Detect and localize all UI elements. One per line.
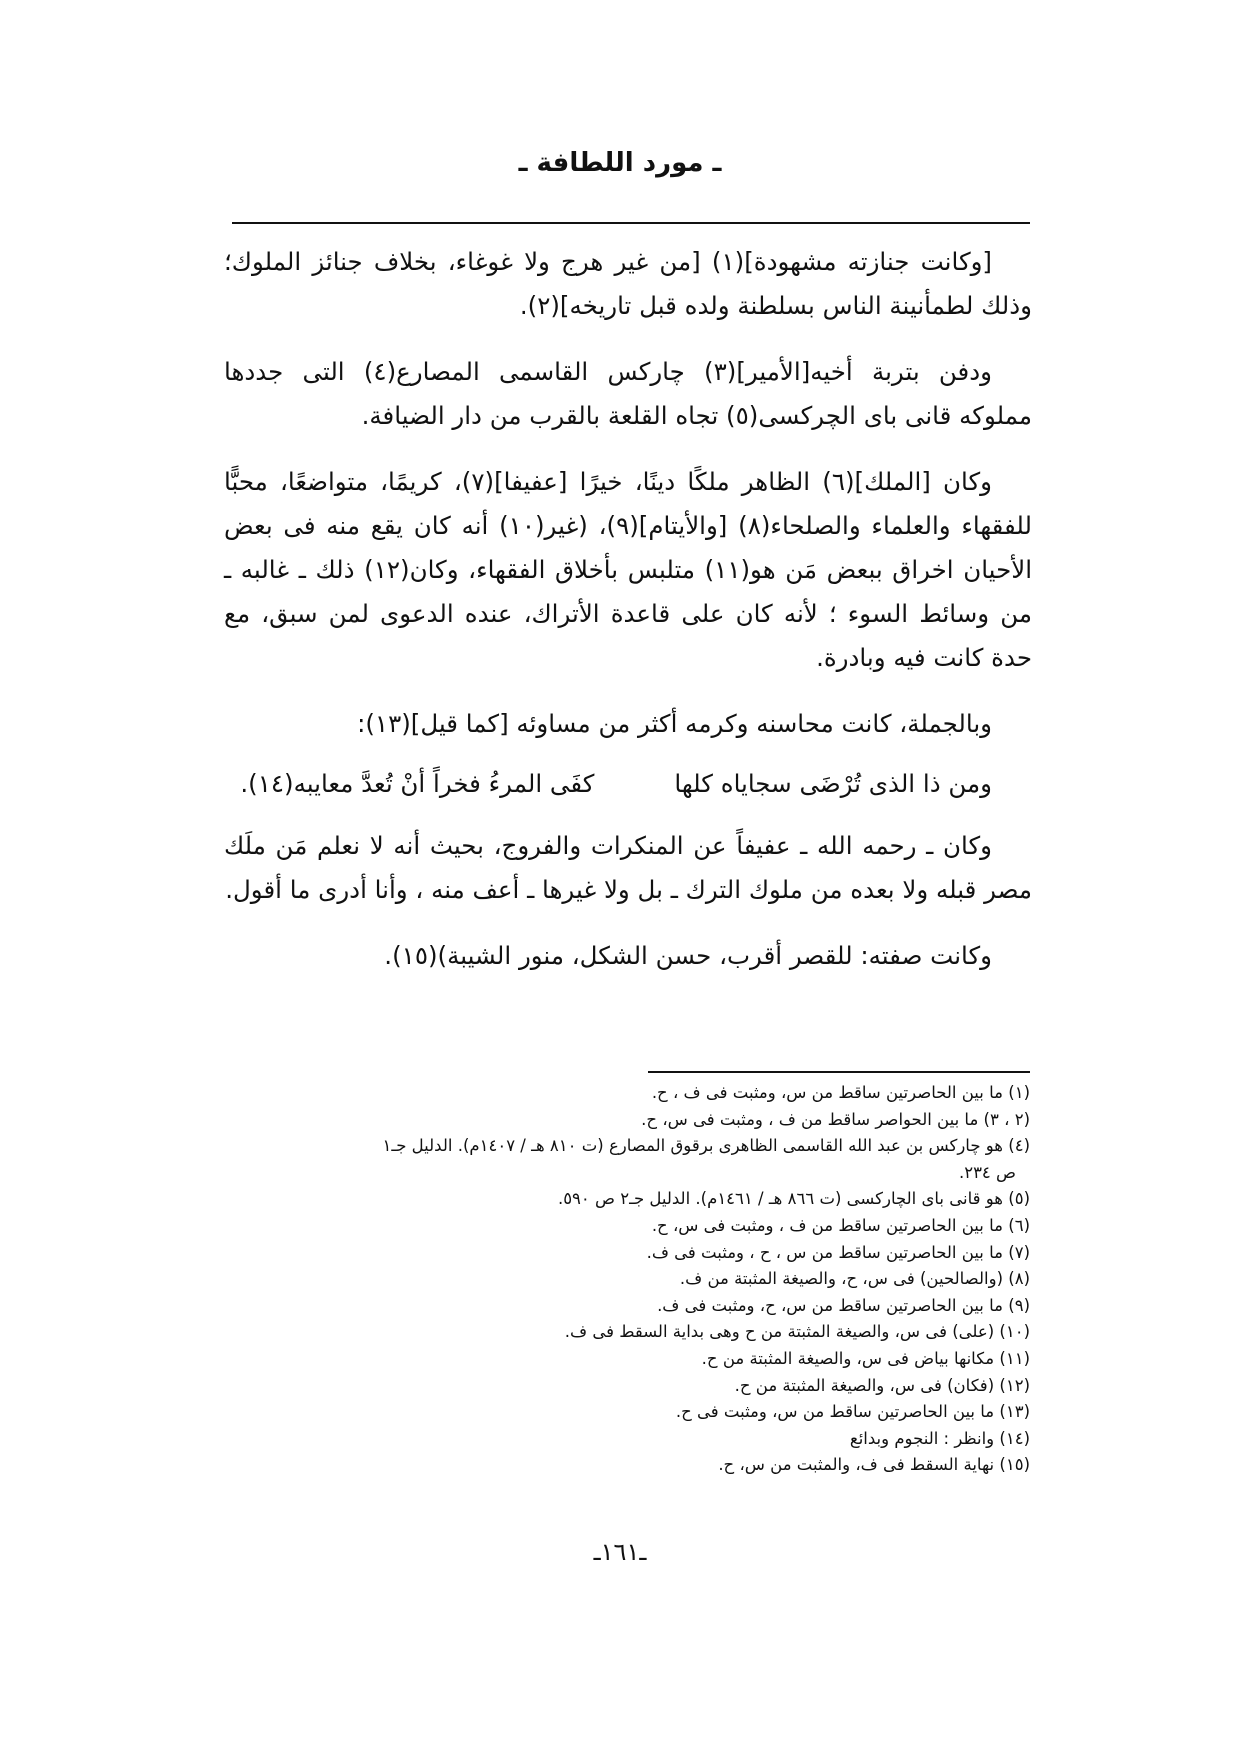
footnote: (١٣) ما بين الحاصرتين ساقط من س، ومثبت فى ح. <box>675 1402 1030 1422</box>
paragraph: وكان [الملك](٦) الظاهر ملكًا دينًا، خيرًا [عفيفا](٧)، كريمًا، متواضعًا، محبًّا للفقهاء والعلماء والصلحاء(٨) [والأيتام](٩)، (غير(١٠) أنه كان يقع منه فى بعض الأحيان اخراق ببعض مَن هو(١١) متلبس بأخلاق الفقهاء، وكان(١٢) ذلك ـ غالبه ـ من وسائط السوء ؛ لأنه كان على قاعدة الأتراك، عنده الدعوى لمن سبق، مع حدة كانت فيه وبادرة. <box>224 467 1033 672</box>
paragraph: وكانت صفته: للقصر أقرب، حسن الشكل، منور الشيبة)(١٥). <box>384 941 992 970</box>
footnote: (١٥) نهاية السقط فى ف، والمثبت من س، ح. <box>718 1455 1030 1475</box>
paragraph: وكان ـ رحمه الله ـ عفيفاً عن المنكرات والفروج، بحيث أنه لا نعلم مَن ملَك مصر قبله ولا بعده من ملوك الترك ـ بل ولا غيرها ـ أعف منه ، وأنا أدرى ما أقول. <box>224 831 1032 904</box>
page-number: ـ١٦١ـ <box>593 1538 647 1566</box>
verse-second-hemistich: كفَى المرءُ فخراً أنْ تُعدَّ معايبه(١٤). <box>240 769 595 798</box>
footnote: (١١) مكانها بياض فى س، والصيغة المثبتة من ح. <box>701 1348 1030 1368</box>
footnote: (٥) هو قانى باى الچاركسى (ت ٨٦٦ هـ / ١٤٦١م). الدليل جـ٢ ص ٥٩٠. <box>557 1189 1030 1209</box>
footnote: (٦) ما بين الحاصرتين ساقط من ف ، ومثبت فى س، ح. <box>651 1215 1030 1235</box>
footnote: (١٠) (على) فى س، والصيغة المثبتة من ح وهى بداية السقط فى ف. <box>564 1322 1030 1342</box>
footnote: (٩) ما بين الحاصرتين ساقط من س، ح، ومثبت فى ف. <box>657 1295 1030 1315</box>
main-text <box>224 240 1032 1000</box>
paragraph: [وكانت جنازته مشهودة](١) [من غير هرج ولا غوغاء، بخلاف جنائز الملوك؛ وذلك لطمأنينة الناس بسلطنة ولده قبل تاريخه](٢). <box>224 247 1032 320</box>
footnote: (٨) (والصالحين) فى س، ح، والصيغة المثبتة من ف. <box>679 1269 1030 1289</box>
paragraph: ودفن بتربة أخيه[الأمير](٣) چاركس القاسمى المصارع(٤) التى جددها مملوكه قانى باى الچركسى(٥) تجاه القلعة بالقرب من دار الضيافة. <box>224 357 1032 430</box>
footnote-separator <box>648 1071 1030 1073</box>
footnote: (٢ ، ٣) ما بين الحواصر ساقط من ف ، ومثبت فى س، ح. <box>641 1109 1030 1129</box>
footnote: (١٤) وانظر : النجوم وبدائع <box>849 1428 1030 1448</box>
verse-first-hemistich: ومن ذا الذى تُرْضَى سجاياه كلها <box>674 769 992 798</box>
footnotes <box>218 1080 1030 1479</box>
footnote: (١) ما بين الحاصرتين ساقط من س، ومثبت فى ف ، ح. <box>651 1083 1030 1102</box>
running-head: ـ مورد اللطافة ـ <box>518 148 722 178</box>
header-rule <box>232 222 1030 224</box>
footnote-continuation: ص ٢٣٤. <box>958 1162 1016 1182</box>
poetry-verse <box>224 762 1032 806</box>
footnote: (١٢) (فكان) فى س، والصيغة المثبتة من ح. <box>734 1375 1030 1395</box>
footnote: (٧) ما بين الحاصرتين ساقط من س ، ح ، ومثبت فى ف. <box>646 1242 1030 1262</box>
paragraph: وبالجملة، كانت محاسنه وكرمه أكثر من مساوئه [كما قيل](١٣): <box>357 709 992 738</box>
footnote: (٤) هو چاركس بن عبد الله القاسمى الظاهرى برقوق المصارع (ت ٨١٠ هـ / ١٤٠٧م). الدليل جـ١ <box>382 1136 1030 1156</box>
